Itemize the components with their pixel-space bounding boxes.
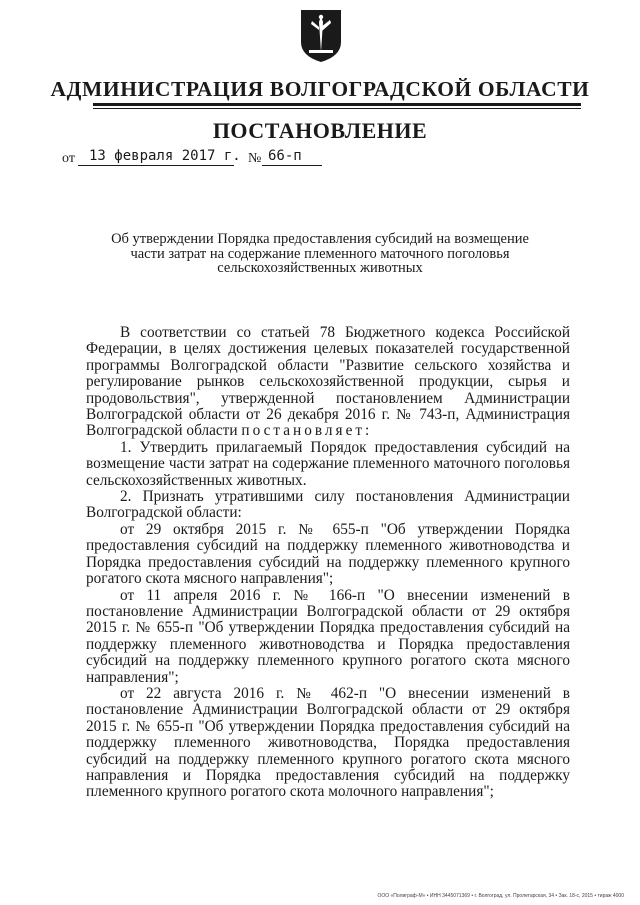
document-number: 66-п	[268, 148, 302, 164]
subject-line: части затрат на содержание племенного маточного поголовья	[130, 245, 510, 262]
date-underline	[78, 165, 234, 166]
item-1-paragraph: 1. Утвердить прилагаемый Порядок предоставления субсидий на возмещение части затрат на содержание племенного маточного поголовья сельскохозяйственных животных.	[86, 438, 570, 489]
preamble-text: В соответствии со статьей 78 Бюджетного кодекса Российской Федерации, в целях достижения целевых показателей государственной программы Волгоградской области "Развитие сельского хозяйства и регулирование рынков сельскохозяйственной продукции, сырья и продовольствия", утвержденной постановлением Администрации Волгоградской области от 26 декабря 2016 г. № 743-п, Администрация Волгоградской области	[86, 324, 570, 440]
printer-imprint: ООО «Полиграф-М» • ИНН 3445071369 • г. Волгоград, ул. Пролетарская, 34 • Зак. 18-с, 2015 • тираж 4000	[377, 893, 624, 899]
date-number-line	[62, 148, 362, 168]
decree-word: постановляет:	[241, 422, 373, 440]
preamble-paragraph	[86, 325, 570, 440]
date-prefix: от	[62, 151, 75, 166]
number-underline	[262, 165, 322, 166]
repeal-paragraph-1: от 29 октября 2015 г. № 655-п "Об утверждении Порядка предоставления субсидий на поддержку племенного животноводства и Порядка предоставления субсидий на поддержку племенного крупного рогатого скота мясного направления";	[86, 520, 570, 588]
document-type: ПОСТАНОВЛЕНИЕ	[212, 118, 428, 143]
document-date: 13 февраля 2017 г.	[89, 148, 241, 164]
repeal-paragraph-3: от 22 августа 2016 г. № 462-п "О внесении изменений в постановление Администрации Волгоградской области от 29 октября 2015 г. № 655-п "Об утверждении Порядка предоставления субсидий на поддержку племенного животноводства, Порядка предоставления субсидий на поддержку племенного крупного рогатого скота мясного направления и Порядка предоставления субсидий на поддержку племенного крупного рогатого скота молочного направления";	[86, 684, 570, 801]
document-body	[86, 325, 570, 801]
header-rule-thick	[93, 103, 581, 106]
item-2-paragraph: 2. Признать утратившими силу постановления Администрации Волгоградской области:	[86, 488, 570, 522]
header-rule-thin	[93, 108, 581, 109]
document-subject	[60, 232, 580, 276]
subject-line: сельскохозяйственных животных	[217, 260, 423, 276]
organization-name: АДМИНИСТРАЦИЯ ВОЛГОГРАДСКОЙ ОБЛАСТИ	[50, 77, 590, 101]
subject-line: Об утверждении Порядка предоставления субсидий на возмещение	[111, 231, 529, 247]
repeal-paragraph-2: от 11 апреля 2016 г. № 166-п "О внесении изменений в постановление Администрации Волгоградской области от 29 октября 2015 г. № 655-п "Об утверждении Порядка предоставления субсидий на поддержку племенного животноводства и Порядка предоставления субсидий на поддержку племенного крупного рогатого скота мясного направления";	[86, 586, 570, 686]
volgograd-coat-of-arms-icon	[299, 8, 343, 64]
number-sign: №	[248, 151, 262, 166]
